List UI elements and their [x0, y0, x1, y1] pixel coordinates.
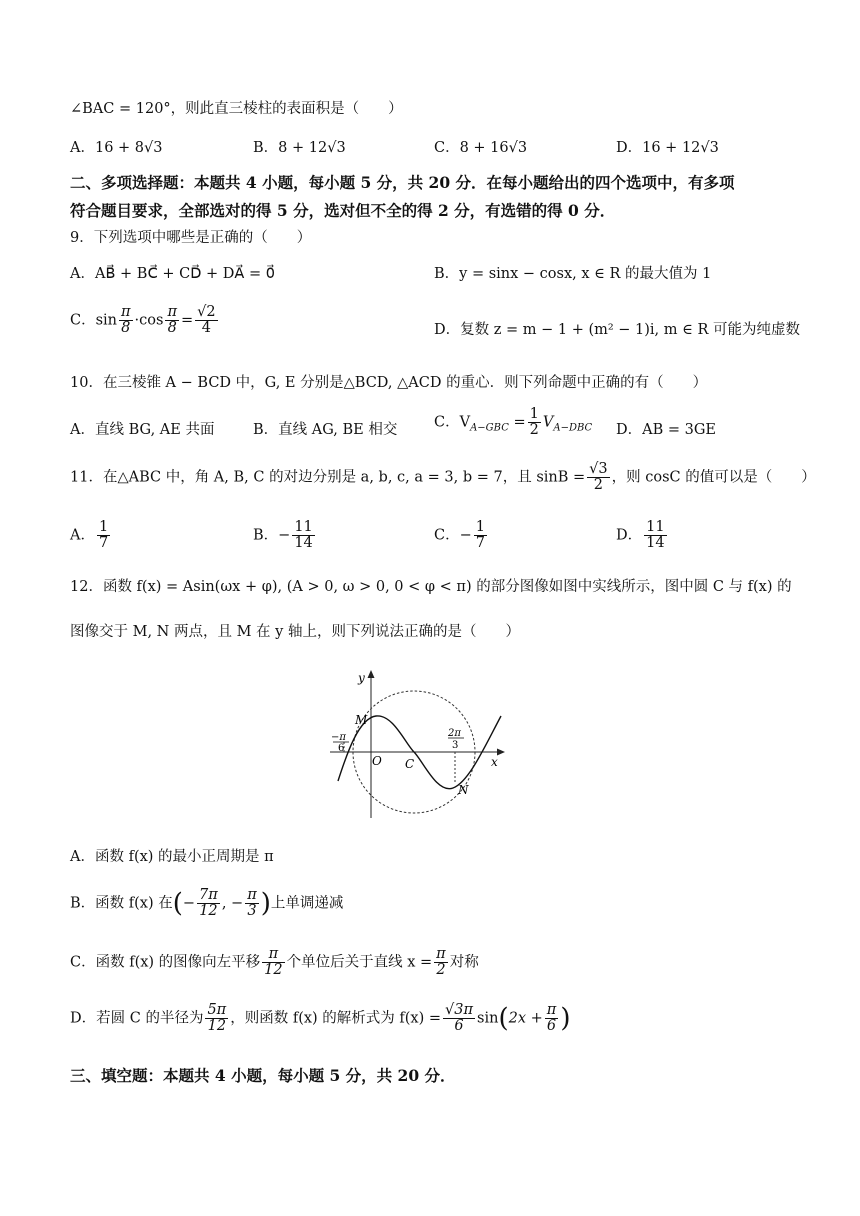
q9-c-prefix: C．sin: [70, 312, 118, 329]
q8-option-a[interactable]: A．16 + 8√3: [70, 140, 163, 156]
q12-stem-line2: 图像交于 M, N 两点，且 M 在 y 轴上，则下列说法正确的是（ ）: [70, 624, 520, 640]
q12-c-pre: C．函数 f(x) 的图像向左平移: [70, 954, 261, 971]
q8-stem-continuation: ∠BAC = 120°，则此直三棱柱的表面积是（ ）: [70, 101, 403, 117]
q11-a-frac: $\frac{1}{7}$: [98, 519, 109, 552]
q11-b-frac: $\frac{11}{14}$: [294, 519, 313, 552]
q9-c-frac2: $\frac{\pi}{8}$: [167, 304, 177, 337]
q12-b-frac1: $\frac{7\pi}{12}$: [199, 887, 218, 920]
q11-d-label: D．: [616, 527, 643, 544]
q12-d-frac1: $\frac{5\pi}{12}$: [207, 1002, 227, 1035]
q11-d-frac: $\frac{11}{14}$: [646, 519, 665, 552]
q10-c-v2: V: [542, 414, 554, 431]
q12-d-lparen: (: [498, 1003, 509, 1034]
q12-b-lparen: (: [172, 888, 183, 919]
label-y: y: [358, 671, 365, 685]
x-axis-arrow: [497, 749, 505, 756]
q12-d-pre: D．若圆 C 的半径为: [70, 1010, 204, 1027]
q12-d-mid: ，则函数 f(x) 的解析式为 f(x) =: [230, 1010, 442, 1027]
q11-b-label: B．−: [253, 527, 291, 544]
q10-c-sub2: A−DBC: [553, 422, 593, 434]
q12-b-neg: −: [182, 895, 196, 912]
q12-d-frac2: $\frac{√3\pi}{6}$: [445, 1002, 474, 1035]
q9-c-frac1: $\frac{\pi}{8}$: [121, 304, 131, 337]
q12-stem-line1: 12．函数 f(x) = Asin(ωx + φ), (A > 0, ω > 0, 0 < φ < π) 的部分图像如图中实线所示，图中圆 C 与 f(x) 的: [70, 579, 792, 595]
q11-c-frac: $\frac{1}{7}$: [475, 519, 485, 552]
q9-c-frac3: $\frac{√2}{4}$: [197, 304, 216, 337]
q11-option-c[interactable]: [434, 520, 489, 551]
q12-d-frac3: $\frac{\pi}{6}$: [546, 1002, 557, 1035]
y-axis-arrow: [368, 670, 375, 678]
q10-option-a[interactable]: A．直线 BG, AE 共面: [70, 422, 215, 438]
q11-c-label: C．−: [434, 527, 472, 544]
q11-option-a[interactable]: [70, 520, 112, 551]
q12-figure: [325, 668, 510, 820]
section3-heading: 三、填空题：本题共 4 小题，每小题 5 分，共 20 分．: [70, 1066, 456, 1085]
q11-option-d[interactable]: [616, 520, 669, 551]
q9-option-b[interactable]: B．y = sinx − cosx, x ∈ R 的最大值为 1: [434, 266, 712, 282]
q12-option-c[interactable]: [70, 947, 479, 978]
q11-stem-pre: 11．在△ABC 中，角 A, B, C 的对边分别是 a, b, c, a = 3, b = 7，且 sinB =: [70, 469, 586, 486]
label-o: O: [372, 754, 382, 768]
label-x: x: [491, 755, 498, 769]
label-c: C: [405, 757, 415, 771]
q10-option-c[interactable]: [434, 407, 592, 438]
q11-stem-post: ，则 cosC 的值可以是（ ）: [611, 469, 816, 486]
q12-b-frac2: $\frac{\pi}{3}$: [247, 887, 257, 920]
q10-c-sub1: A−GBC: [470, 422, 509, 434]
q8-option-b[interactable]: B．8 + 12√3: [253, 140, 346, 156]
q12-c-mid: 个单位后关于直线 x =: [286, 954, 433, 971]
section2-heading-line2: 符合题目要求，全部选对的得 5 分，选对但不全的得 2 分，有选错的得 0 分．: [70, 201, 616, 220]
q10-c-half: $\frac{1}{2}$: [529, 406, 539, 439]
q12-d-2x: 2x +: [508, 1010, 543, 1027]
q10-c-eq: =: [508, 414, 526, 431]
q9-option-c[interactable]: [70, 305, 220, 336]
label-two-pi: 2π: [448, 728, 461, 739]
q10-option-b[interactable]: B．直线 AG, BE 相交: [253, 422, 398, 438]
q9-option-a[interactable]: A．AB⃗ + BC⃗ + CD⃗ + DA⃗ = 0⃗: [70, 266, 275, 282]
q12-c-frac2: $\frac{\pi}{2}$: [436, 946, 446, 979]
q12-c-post: 对称: [449, 954, 479, 971]
q12-option-a[interactable]: A．函数 f(x) 的最小正周期是 π: [70, 849, 274, 865]
q11-a-label: A．: [70, 527, 95, 544]
label-n: N: [458, 783, 469, 797]
q12-b-post: 上单调递减: [270, 895, 344, 912]
q12-option-d[interactable]: [70, 1003, 570, 1034]
section2-heading-line1: 二、多项选择题：本题共 4 小题，每小题 5 分，共 20 分．在每小题给出的四个选项中，有多项: [70, 173, 735, 192]
q9-option-d[interactable]: D．复数 z = m − 1 + (m² − 1)i, m ∈ R 可能为纯虚数: [434, 322, 801, 338]
q11-stem: [70, 462, 816, 493]
q12-d-rparen: ): [560, 1003, 571, 1034]
label-m: M: [355, 713, 368, 727]
q12-d-sin: sin: [477, 1010, 499, 1027]
q11-option-b[interactable]: [253, 520, 317, 551]
label-six: 6: [338, 743, 345, 754]
q9-stem: 9．下列选项中哪些是正确的（ ）: [70, 230, 312, 246]
q12-b-pre: B．函数 f(x) 在: [70, 895, 173, 912]
q10-stem: 10．在三棱锥 A − BCD 中，G, E 分别是△BCD, △ACD 的重心．则下列命题中正确的有（ ）: [70, 375, 708, 391]
q9-c-eq: =: [180, 312, 194, 329]
label-neg-pi: −π: [331, 732, 346, 743]
label-three: 3: [452, 740, 459, 751]
q12-option-b[interactable]: [70, 888, 343, 919]
q12-b-rparen: ): [260, 888, 271, 919]
q8-option-c[interactable]: C．8 + 16√3: [434, 140, 528, 156]
q8-option-d[interactable]: D．16 + 12√3: [616, 140, 719, 156]
q10-c-v1: C．V: [434, 414, 471, 431]
q9-c-cos: ·cos: [134, 312, 164, 329]
q10-option-d[interactable]: D．AB = 3GE: [616, 422, 717, 438]
q12-b-comma: , −: [221, 895, 244, 912]
q12-c-frac1: $\frac{\pi}{12}$: [264, 946, 283, 979]
q11-sqrt3-over-2: $\frac{√3}{2}$: [589, 461, 608, 494]
